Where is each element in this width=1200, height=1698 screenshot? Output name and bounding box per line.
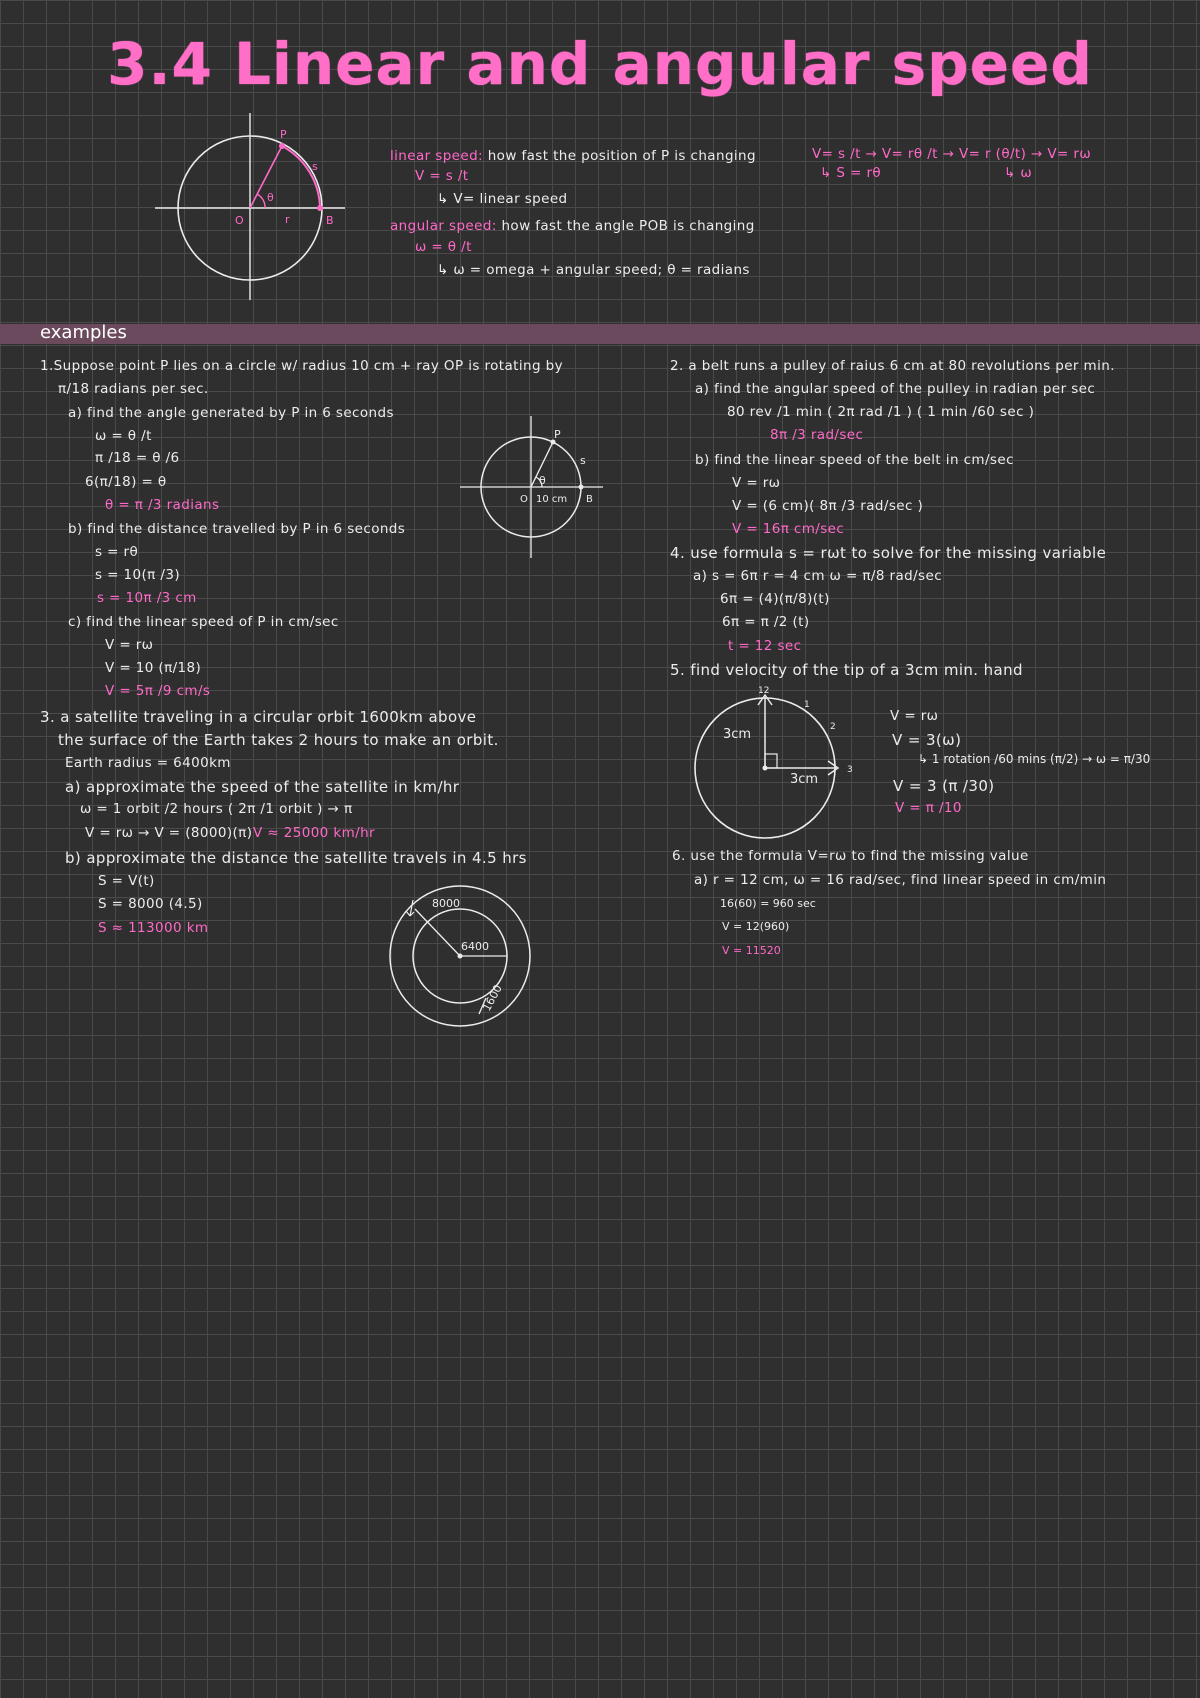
ex3-diagram-gap: 1600 [480, 982, 505, 1014]
ex1-c-step1: V = rω [105, 637, 154, 653]
ex1-problem-line1: 1.Suppose point P lies on a circle w/ radius 10 cm + ray OP is rotating by [40, 358, 563, 374]
ex1-diagram-p: P [554, 428, 561, 441]
angular-speed-formula: ω = θ /t [415, 239, 472, 255]
ex6-a-question: a) r = 12 cm, ω = 16 rad/sec, find linear speed in cm/min [694, 872, 1107, 888]
ex5-diagram-left: 3cm [723, 727, 752, 742]
ex6-a-step1: 16(60) = 960 sec [720, 897, 816, 910]
intro-diagram-r: r [285, 213, 290, 226]
ex2-b-step2: V = (6 cm)( 8π /3 rad/sec ) [732, 498, 924, 514]
ex5-problem: 5. find velocity of the tip of a 3cm min. hand [670, 661, 1023, 679]
ex5-clock-diagram [690, 683, 860, 843]
ex1-a-step2: π /18 = θ /6 [95, 450, 180, 466]
ex3-a-step1: ω = 1 orbit /2 hours ( 2π /1 orbit ) → π [80, 801, 353, 817]
intro-diagram-p: P [280, 128, 287, 141]
ex2-b-question: b) find the linear speed of the belt in cm/sec [695, 452, 1014, 468]
ex1-diagram-s: s [580, 454, 586, 467]
ex1-c-question: c) find the linear speed of P in cm/sec [68, 614, 339, 630]
intro-diagram-b: B [326, 214, 334, 227]
ex3-diagram-outer: 8000 [432, 897, 460, 910]
linear-speed-note: ↳ V= linear speed [437, 191, 568, 207]
ex1-a-step3: 6(π/18) = θ [85, 474, 167, 490]
linear-speed-formula: V = s /t [415, 168, 469, 184]
ex5-step1: V = rω [890, 708, 939, 724]
ex5-step4: V = 3 (π /30) [893, 777, 995, 795]
ex3-b-step2: S = 8000 (4.5) [98, 896, 203, 912]
ex1-problem-line2: π/18 radians per sec. [58, 381, 209, 397]
ex5-diagram-1: 1 [804, 700, 810, 710]
examples-banner [0, 324, 1200, 344]
ex1-b-question: b) find the distance travelled by P in 6 seconds [68, 521, 406, 537]
ex5-diagram-bottom: 3cm [790, 772, 819, 787]
linear-speed-definition: linear speed: how fast the position of P is changing [390, 148, 756, 164]
angular-speed-definition: angular speed: how fast the angle POB is changing [390, 218, 755, 234]
ex2-a-step1: 80 rev /1 min ( 2π rad /1 ) ( 1 min /60 sec ) [727, 404, 1035, 420]
ex1-diagram-theta: θ [539, 474, 546, 487]
ex2-b-step1: V = rω [732, 475, 781, 491]
intro-diagram-o: O [235, 214, 244, 227]
ex5-step3: ↳ 1 rotation /60 mins (π/2) → ω = π/30 [918, 752, 1151, 766]
ex2-b-answer: V = 16π cm/sec [732, 521, 845, 537]
angular-speed-note: ↳ ω = omega + angular speed; θ = radians [437, 262, 750, 278]
intro-diagram-s: s [312, 160, 318, 173]
ex3-orbit-diagram [385, 884, 535, 1034]
derivation-sub-omega: ↳ ω [1004, 165, 1033, 181]
ex6-a-step2: V = 12(960) [722, 920, 790, 933]
ex1-a-answer: θ = π /3 radians [105, 497, 220, 513]
examples-heading: examples [40, 322, 127, 343]
intro-diagram-theta: θ [267, 191, 274, 204]
ex2-a-question: a) find the angular speed of the pulley in radian per sec [695, 381, 1096, 397]
ex1-diagram-r: 10 cm [536, 494, 568, 505]
ex3-problem-line3: Earth radius = 6400km [65, 755, 231, 771]
ex3-b-step1: S = V(t) [98, 873, 155, 889]
ex4-a-question: a) s = 6π r = 4 cm ω = π/8 rad/sec [693, 568, 943, 584]
ex4-problem: 4. use formula s = rωt to solve for the missing variable [670, 544, 1107, 562]
ex1-c-answer: V = 5π /9 cm/s [105, 683, 211, 699]
ex2-a-answer: 8π /3 rad/sec [770, 427, 864, 443]
ex3-problem-line1: 3. a satellite traveling in a circular orbit 1600km above [40, 708, 477, 726]
ex1-b-answer: s = 10π /3 cm [97, 590, 197, 606]
ex6-a-answer: V = 11520 [722, 944, 781, 957]
speed-derivation: V= s /t → V= rθ /t → V= r (θ/t) → V= rω [812, 146, 1092, 162]
page-title: 3.4 Linear and angular speed [107, 30, 1093, 98]
ex5-diagram-2: 2 [830, 722, 836, 732]
ex1-circle-diagram [458, 414, 608, 564]
ex6-problem: 6. use the formula V=rω to find the missing value [672, 848, 1029, 864]
ex5-step2: V = 3(ω) [892, 731, 962, 749]
ex2-problem: 2. a belt runs a pulley of raius 6 cm at 80 revolutions per min. [670, 358, 1115, 374]
ex1-diagram-b: B [586, 494, 593, 505]
ex3-a-question: a) approximate the speed of the satellite in km/hr [65, 778, 460, 796]
ex1-c-step2: V = 10 (π/18) [105, 660, 202, 676]
ex4-a-answer: t = 12 sec [728, 638, 802, 654]
ex1-a-step1: ω = θ /t [95, 428, 152, 444]
ex3-a-step2: V = rω → V = (8000)(π) [85, 825, 253, 841]
ex4-a-step1: 6π = (4)(π/8)(t) [720, 591, 830, 607]
ex3-a-answer: V ≈ 25000 km/hr [253, 825, 375, 841]
derivation-sub-s: ↳ S = rθ [820, 165, 882, 181]
intro-circle-diagram [150, 108, 350, 308]
ex1-b-step1: s = rθ [95, 544, 139, 560]
ex1-a-question: a) find the angle generated by P in 6 seconds [68, 405, 394, 421]
ex5-diagram-12: 12 [758, 686, 770, 696]
ex5-answer: V = π /10 [895, 800, 962, 816]
ex3-problem-line2: the surface of the Earth takes 2 hours to make an orbit. [58, 731, 499, 749]
ex3-diagram-inner: 6400 [461, 940, 489, 953]
ex4-a-step2: 6π = π /2 (t) [722, 614, 810, 630]
ex3-b-question: b) approximate the distance the satellite travels in 4.5 hrs [65, 849, 527, 867]
ex3-b-answer: S ≈ 113000 km [98, 920, 209, 936]
ex1-b-step2: s = 10(π /3) [95, 567, 180, 583]
ex1-diagram-o: O [520, 494, 528, 505]
ex5-diagram-3: 3 [847, 765, 853, 775]
